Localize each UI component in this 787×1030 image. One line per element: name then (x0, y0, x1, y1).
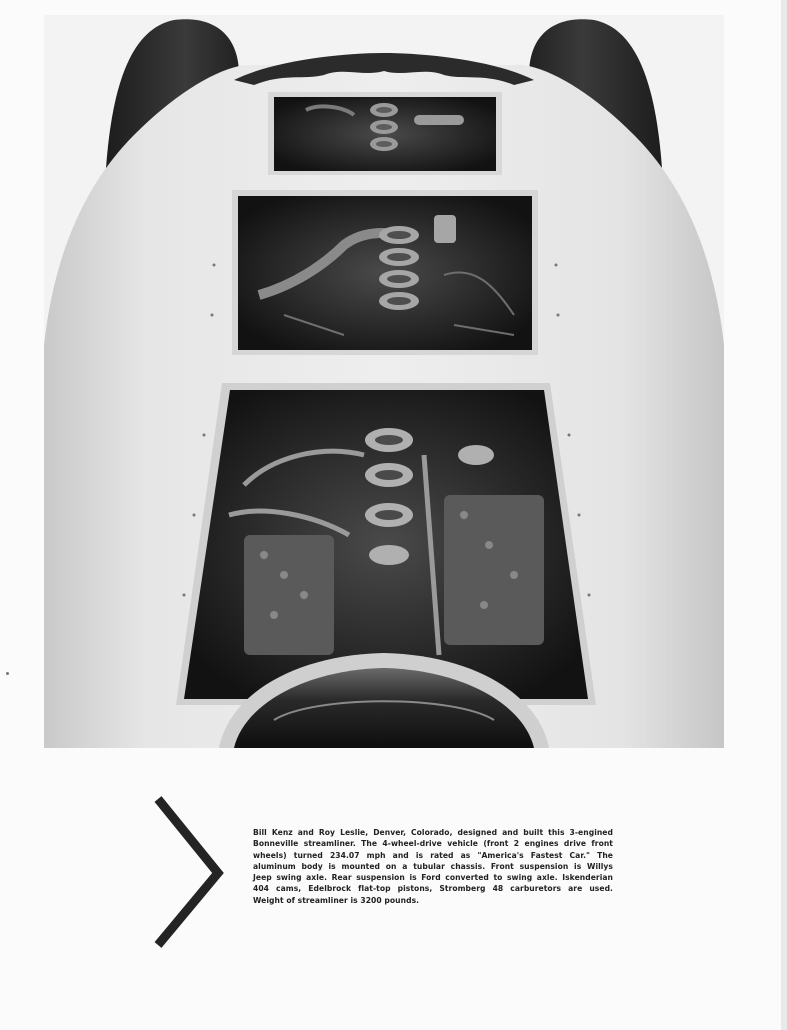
caption-line: Bill Kenz and Roy Leslie, Denver, Colorado, designed and built this 3-engined (253, 828, 613, 837)
caption-line: Jeep swing axle. Rear suspension is Ford converted to swing axle. Iskenderian (253, 873, 613, 883)
caption-line: Weight of streamliner is 3200 pounds. (253, 895, 420, 905)
caption-line: Bonneville streamliner. The 4-wheel-drive vehicle (front 2 engines drive front (253, 839, 613, 849)
caption-line: 404 cams, Edelbrock flat-top pistons, Stromberg 48 carburetors are used. (253, 884, 613, 894)
photo-caption (253, 827, 613, 906)
caption-line: wheels) turned 234.07 mph and is rated as "America's Fastest Car." The (253, 850, 613, 860)
streamliner-photo (44, 15, 724, 748)
caption-line: aluminum body is mounted on a tubular chassis. Front suspension is Willys (253, 861, 613, 871)
scan-speck (6, 672, 9, 675)
chevron-right-icon (150, 795, 230, 950)
